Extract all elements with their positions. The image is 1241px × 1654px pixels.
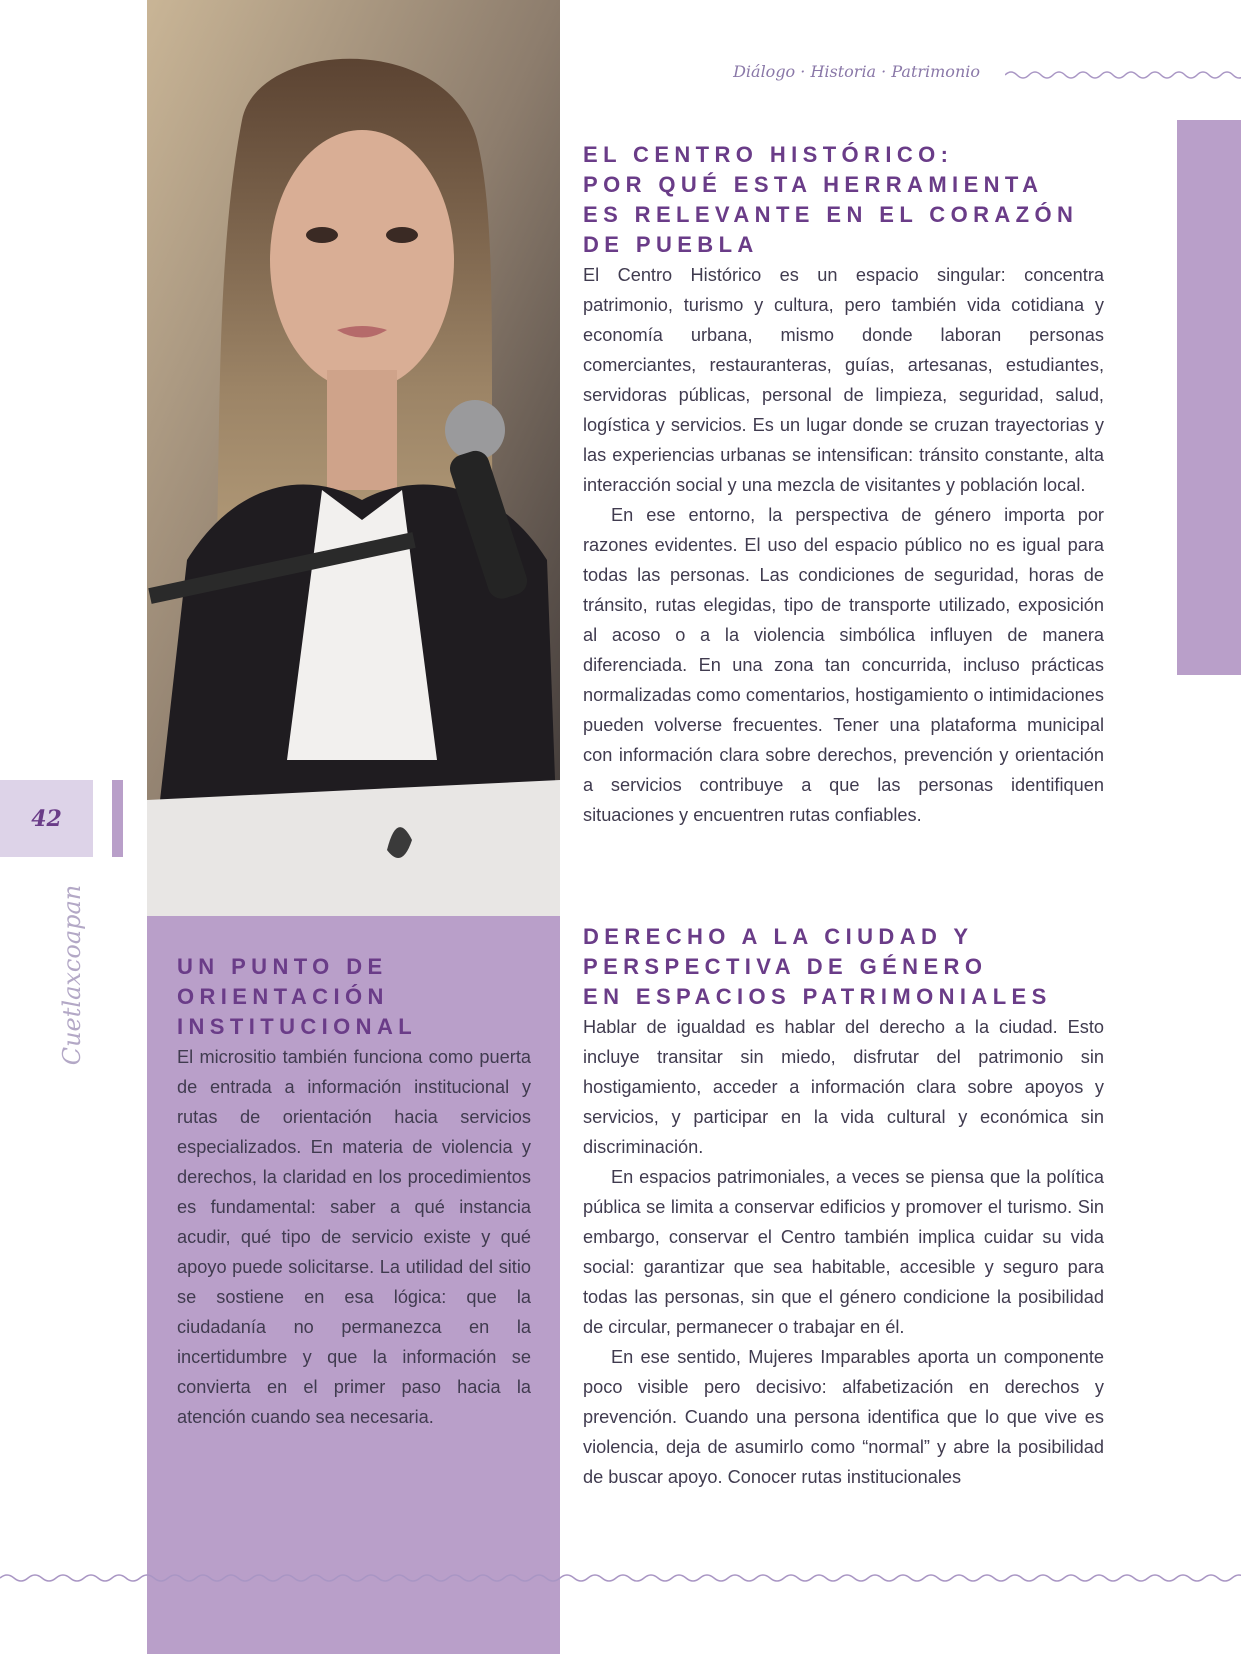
vertical-section-label: Cuetlaxcoapan [58,884,86,1066]
paragraph: El Centro Histórico es un espacio singular: concentra patrimonio, turismo y cultura, pero también vida cotidiana y economía urbana, mismo donde laboran personas comerciantes, restauranteras, guías, artesanas, estudiantes, servidoras públicas, personal de limpieza, seguridad, salud, logística y servicios. Es un lugar donde se cruzan trayectorias y las experiencias urbanas se intensifican: tránsito constante, alta interacción social y una mezcla de visitantes y población local. [583,265,1104,495]
section-centro-historico [583,140,1104,830]
speaker-illustration [147,0,560,916]
right-accent-bar [1177,120,1241,675]
speaker-photo [147,0,560,916]
page-number-accent-bar [112,780,123,857]
running-header: Diálogo · Historia · Patrimonio [733,62,980,81]
page-number: 42 [0,780,93,857]
sidebar-paragraph: El micrositio también funciona como puerta de entrada a información institucional y rutas de orientación hacia servicios especializados. En materia de violencia y derechos, la claridad en los procedimientos es fundamental: saber a qué instancia acudir, qué tipo de servicio existe y qué apoyo puede solicitarse. La utilidad del sitio se sostiene en esa lógica: que la ciudadanía no permanezca en la incertidumbre y que la información se convierta en el primer paso hacia la atención cuando sea necesaria. [177,1047,531,1427]
wave-decoration-bottom [0,1570,1241,1586]
paragraph: En espacios patrimoniales, a veces se piensa que la política pública se limita a conservar edificios y promover el turismo. Sin embargo, conservar el Centro también implica cuidar su vida social: garantizar que sea habitable, accesible y seguro para todas las personas, sin que el género condicione la posibilidad de circular, permanecer o trabajar en él. [583,1167,1104,1337]
sidebar-box-orientacion [147,916,560,1654]
section-heading: EL CENTRO HISTÓRICO: POR QUÉ ESTA HERRAMIENTA ES RELEVANTE EN EL CORAZÓN DE PUEBLA [583,142,1079,257]
paragraph: En ese entorno, la perspectiva de género importa por razones evidentes. El uso del espacio público no es igual para todas las personas. Las condiciones de seguridad, horas de tránsito, rutas elegidas, tipo de transporte utilizado, exposición al acoso o a la violencia simbólica influyen de manera diferenciada. En una zona tan concurrida, incluso prácticas normalizadas como comentarios, hostigamiento o intimidaciones pueden volverse frecuentes. Tener una plataforma municipal con información clara sobre derechos, prevención y orientación a servicios contribuye a que las personas identifiquen situaciones y encuentren rutas confiables. [583,505,1104,825]
section-heading: DERECHO A LA CIUDAD Y PERSPECTIVA DE GÉNERO EN ESPACIOS PATRIMONIALES [583,924,1052,1009]
sidebar-box-content [177,952,531,1432]
wave-decoration-top [1005,68,1241,82]
section-derecho-a-la-ciudad [583,922,1104,1492]
paragraph: Hablar de igualdad es hablar del derecho a la ciudad. Esto incluye transitar sin miedo, disfrutar del patrimonio sin hostigamiento, acceder a información clara sobre apoyos y servicios, y participar en la vida cultural y económica sin discriminación. [583,1017,1104,1157]
sidebar-heading: UN PUNTO DE ORIENTACIÓN INSTITUCIONAL [177,954,418,1039]
paragraph: En ese sentido, Mujeres Imparables aporta un componente poco visible pero decisivo: alfabetización en derechos y prevención. Cuando una persona identifica que lo que vive es violencia, deja de asumirlo como “normal” y abre la posibilidad de buscar apoyo. Conocer rutas institucionales [583,1347,1104,1487]
